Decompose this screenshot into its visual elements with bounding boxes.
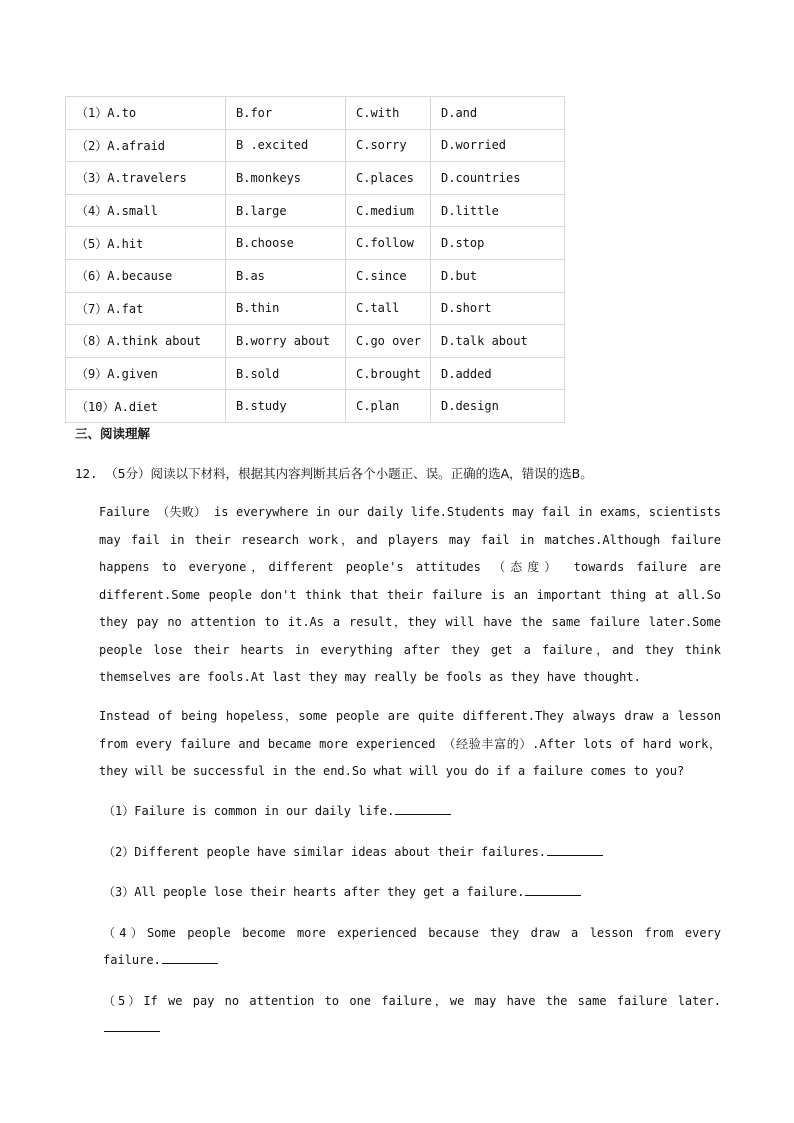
statement-2 <box>103 839 721 866</box>
option-cell: （2）A.afraid <box>66 129 226 162</box>
question-header <box>75 464 593 482</box>
option-cell: （4）A.small <box>66 194 226 227</box>
option-cell: C.since <box>346 259 431 292</box>
option-cell: C.medium <box>346 194 431 227</box>
option-cell: B.choose <box>226 227 346 260</box>
option-cell: B.monkeys <box>226 162 346 195</box>
passage-paragraph-2: Instead of being hopeless，some people are quite different.They always draw a lesson from every failure and became more experienced （经验丰富的）.After lots of hard work，they will be successful in the end.So what will you do if a failure comes to you? <box>99 709 721 778</box>
option-cell: B.worry about <box>226 325 346 358</box>
options-table <box>65 96 565 423</box>
answer-blank[interactable] <box>525 883 581 896</box>
option-row <box>66 390 565 423</box>
option-cell: （8）A.think about <box>66 325 226 358</box>
option-cell: B.as <box>226 259 346 292</box>
option-cell: C.go over <box>346 325 431 358</box>
option-row <box>66 292 565 325</box>
option-cell: D.stop <box>431 227 565 260</box>
option-cell: C.with <box>346 97 431 130</box>
option-cell: C.tall <box>346 292 431 325</box>
option-cell: B.for <box>226 97 346 130</box>
option-cell: C.brought <box>346 357 431 390</box>
answer-blank[interactable] <box>162 951 218 964</box>
option-cell: （9）A.given <box>66 357 226 390</box>
option-row <box>66 325 565 358</box>
option-cell: C.sorry <box>346 129 431 162</box>
option-cell: D.countries <box>431 162 565 195</box>
option-row <box>66 194 565 227</box>
option-cell: （3）A.travelers <box>66 162 226 195</box>
option-cell: （6）A.because <box>66 259 226 292</box>
options-table-body <box>66 97 565 423</box>
statement-text: （1）Failure is common in our daily life. <box>103 804 395 818</box>
option-row <box>66 259 565 292</box>
option-cell: （1）A.to <box>66 97 226 130</box>
option-cell: （7）A.fat <box>66 292 226 325</box>
option-cell: B.thin <box>226 292 346 325</box>
statement-1 <box>103 798 721 825</box>
statement-text: （3）All people lose their hearts after they get a failure. <box>103 885 525 899</box>
option-cell: （5）A.hit <box>66 227 226 260</box>
option-cell: B .excited <box>226 129 346 162</box>
option-cell: D.short <box>431 292 565 325</box>
option-cell: C.plan <box>346 390 431 423</box>
section-title: 三、阅读理解 <box>75 426 151 441</box>
option-cell: D.but <box>431 259 565 292</box>
passage-paragraph-1: Failure （失败） is everywhere in our daily life.Students may fail in exams，scientists may fail in their research work，and players may fail in matches.Although failure happens to everyone，different people's attitudes （态度） towards failure are different.Some people don't think that their failure is an important thing at all.So they pay no attention to it.As a result，they will have the same failure later.Some people lose their hearts in everything after they get a failure，and they think themselves are fools.At last they may really be fools as they have thought. <box>99 505 721 684</box>
answer-blank[interactable] <box>547 843 603 856</box>
option-row <box>66 129 565 162</box>
option-cell: C.places <box>346 162 431 195</box>
option-cell: （10）A.diet <box>66 390 226 423</box>
option-cell: D.design <box>431 390 565 423</box>
option-row <box>66 357 565 390</box>
option-row <box>66 162 565 195</box>
option-cell: C.follow <box>346 227 431 260</box>
option-row <box>66 97 565 130</box>
option-cell: B.study <box>226 390 346 423</box>
statement-4 <box>103 920 721 974</box>
option-cell: D.little <box>431 194 565 227</box>
question-number: 12. <box>75 466 98 481</box>
option-cell: D.added <box>431 357 565 390</box>
option-cell: B.sold <box>226 357 346 390</box>
statement-text: （5）If we pay no attention to one failure，we may have the same failure later. <box>103 994 721 1008</box>
option-cell: D.and <box>431 97 565 130</box>
option-cell: D.talk about <box>431 325 565 358</box>
option-row <box>66 227 565 260</box>
option-cell: D.worried <box>431 129 565 162</box>
statement-5 <box>103 988 721 1042</box>
statement-3 <box>103 879 721 906</box>
answer-blank[interactable] <box>104 1019 160 1032</box>
statement-text: （4）Some people become more experienced because they draw a lesson from every failure. <box>103 926 721 967</box>
statement-text: （2）Different people have similar ideas about their failures. <box>103 845 547 859</box>
option-cell: B.large <box>226 194 346 227</box>
answer-blank[interactable] <box>395 802 451 815</box>
question-instruction: （5分）阅读以下材料，根据其内容判断其后各个小题正、误。正确的选A，错误的选B。 <box>105 466 593 481</box>
